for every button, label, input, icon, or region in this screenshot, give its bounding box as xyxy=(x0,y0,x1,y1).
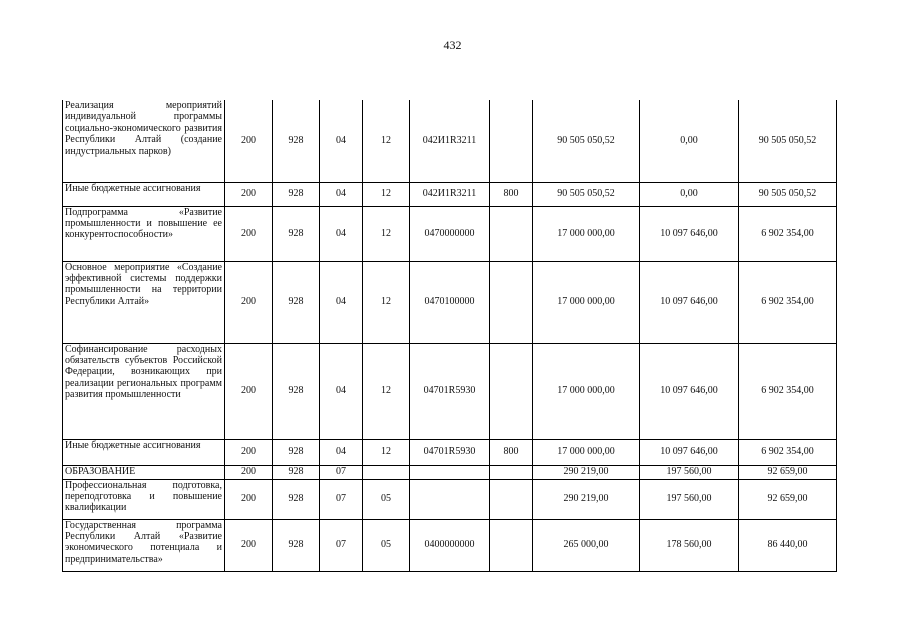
table-row xyxy=(63,343,837,439)
cell-csr: 04701R5930 xyxy=(410,343,490,439)
cell-vr xyxy=(490,100,533,182)
cell-fact: 0,00 xyxy=(640,100,739,182)
cell-plan: 290 219,00 xyxy=(533,465,640,479)
cell-pr: 12 xyxy=(363,439,410,465)
cell-plan: 17 000 000,00 xyxy=(533,206,640,261)
cell-ved: 200 xyxy=(225,206,273,261)
cell-csr xyxy=(410,465,490,479)
cell-fact: 10 097 646,00 xyxy=(640,343,739,439)
row-name-text: Основное мероприятие «Создание эффективной системы поддержки промышленности на территории Республики Алтай» xyxy=(65,261,222,307)
cell-plan: 90 505 050,52 xyxy=(533,100,640,182)
cell-name xyxy=(63,182,225,206)
cell-csr xyxy=(410,479,490,519)
cell-name xyxy=(63,206,225,261)
cell-rz: 04 xyxy=(320,206,363,261)
cell-grbs: 928 xyxy=(273,261,320,343)
row-name-text: Софинансирование расходных обязательств субъектов Российской Федерации, возникающих при реализации региональных программ развития промышленности xyxy=(65,343,222,401)
cell-fact: 197 560,00 xyxy=(640,479,739,519)
cell-rest: 86 440,00 xyxy=(739,519,837,571)
cell-csr: 0470100000 xyxy=(410,261,490,343)
cell-rest: 6 902 354,00 xyxy=(739,343,837,439)
cell-plan: 17 000 000,00 xyxy=(533,439,640,465)
row-name-text: Государственная программа Республики Алтай «Развитие экономического потенциала и предпринимательства» xyxy=(65,519,222,565)
cell-vr xyxy=(490,479,533,519)
cell-grbs: 928 xyxy=(273,465,320,479)
cell-fact: 178 560,00 xyxy=(640,519,739,571)
cell-name xyxy=(63,100,225,182)
cell-vr xyxy=(490,465,533,479)
cell-vr: 800 xyxy=(490,182,533,206)
cell-rz: 04 xyxy=(320,182,363,206)
cell-grbs: 928 xyxy=(273,206,320,261)
cell-csr: 04701R5930 xyxy=(410,439,490,465)
cell-rest: 6 902 354,00 xyxy=(739,206,837,261)
cell-name xyxy=(63,439,225,465)
table-row xyxy=(63,100,837,182)
cell-name xyxy=(63,343,225,439)
cell-pr: 12 xyxy=(363,343,410,439)
cell-plan: 17 000 000,00 xyxy=(533,261,640,343)
cell-pr: 05 xyxy=(363,519,410,571)
cell-pr: 12 xyxy=(363,182,410,206)
cell-rz: 07 xyxy=(320,479,363,519)
row-name-text: Иные бюджетные ассигнования xyxy=(65,182,201,194)
cell-csr: 0400000000 xyxy=(410,519,490,571)
cell-grbs: 928 xyxy=(273,439,320,465)
table-row xyxy=(63,465,837,479)
cell-pr: 12 xyxy=(363,100,410,182)
budget-table xyxy=(62,100,837,572)
cell-rz: 04 xyxy=(320,343,363,439)
cell-pr xyxy=(363,465,410,479)
cell-csr: 042И1R3211 xyxy=(410,100,490,182)
cell-fact: 0,00 xyxy=(640,182,739,206)
cell-vr: 800 xyxy=(490,439,533,465)
table-row xyxy=(63,206,837,261)
cell-rest: 90 505 050,52 xyxy=(739,182,837,206)
cell-pr: 12 xyxy=(363,206,410,261)
cell-grbs: 928 xyxy=(273,100,320,182)
cell-ved: 200 xyxy=(225,100,273,182)
cell-vr xyxy=(490,206,533,261)
cell-rest: 6 902 354,00 xyxy=(739,261,837,343)
cell-plan: 290 219,00 xyxy=(533,479,640,519)
cell-plan: 90 505 050,52 xyxy=(533,182,640,206)
cell-plan: 265 000,00 xyxy=(533,519,640,571)
cell-pr: 05 xyxy=(363,479,410,519)
cell-ved: 200 xyxy=(225,261,273,343)
cell-ved: 200 xyxy=(225,479,273,519)
cell-ved: 200 xyxy=(225,465,273,479)
cell-name xyxy=(63,261,225,343)
table-row xyxy=(63,479,837,519)
cell-ved: 200 xyxy=(225,182,273,206)
cell-pr: 12 xyxy=(363,261,410,343)
cell-rz: 04 xyxy=(320,100,363,182)
cell-fact: 10 097 646,00 xyxy=(640,206,739,261)
row-name-text: Подпрограмма «Развитие промышленности и повышение ее конкурентоспособности» xyxy=(65,206,222,241)
table-row xyxy=(63,439,837,465)
cell-ved: 200 xyxy=(225,519,273,571)
cell-name xyxy=(63,465,225,479)
cell-fact: 10 097 646,00 xyxy=(640,439,739,465)
cell-name xyxy=(63,479,225,519)
cell-ved: 200 xyxy=(225,343,273,439)
cell-fact: 10 097 646,00 xyxy=(640,261,739,343)
cell-fact: 197 560,00 xyxy=(640,465,739,479)
cell-rz: 07 xyxy=(320,465,363,479)
cell-grbs: 928 xyxy=(273,479,320,519)
row-name-text: Профессиональная подготовка, переподготовка и повышение квалификации xyxy=(65,479,222,514)
cell-vr xyxy=(490,261,533,343)
cell-vr xyxy=(490,519,533,571)
cell-grbs: 928 xyxy=(273,343,320,439)
cell-csr: 0470000000 xyxy=(410,206,490,261)
table-row xyxy=(63,261,837,343)
cell-rz: 04 xyxy=(320,261,363,343)
cell-rest: 90 505 050,52 xyxy=(739,100,837,182)
cell-rz: 04 xyxy=(320,439,363,465)
cell-grbs: 928 xyxy=(273,182,320,206)
cell-plan: 17 000 000,00 xyxy=(533,343,640,439)
cell-rest: 92 659,00 xyxy=(739,465,837,479)
cell-rz: 07 xyxy=(320,519,363,571)
page-number: 432 xyxy=(443,38,462,52)
cell-grbs: 928 xyxy=(273,519,320,571)
row-name-text: ОБРАЗОВАНИЕ xyxy=(65,465,136,477)
cell-csr: 042И1R3211 xyxy=(410,182,490,206)
cell-rest: 6 902 354,00 xyxy=(739,439,837,465)
cell-name xyxy=(63,519,225,571)
cell-rest: 92 659,00 xyxy=(739,479,837,519)
table-row xyxy=(63,182,837,206)
row-name-text: Иные бюджетные ассигнования xyxy=(65,439,201,451)
cell-vr xyxy=(490,343,533,439)
table-row xyxy=(63,519,837,571)
row-name-text: Реализация мероприятий индивидуальной программы социально-экономического развития Республики Алтай (создание индустриальных парков) xyxy=(65,100,222,157)
cell-ved: 200 xyxy=(225,439,273,465)
